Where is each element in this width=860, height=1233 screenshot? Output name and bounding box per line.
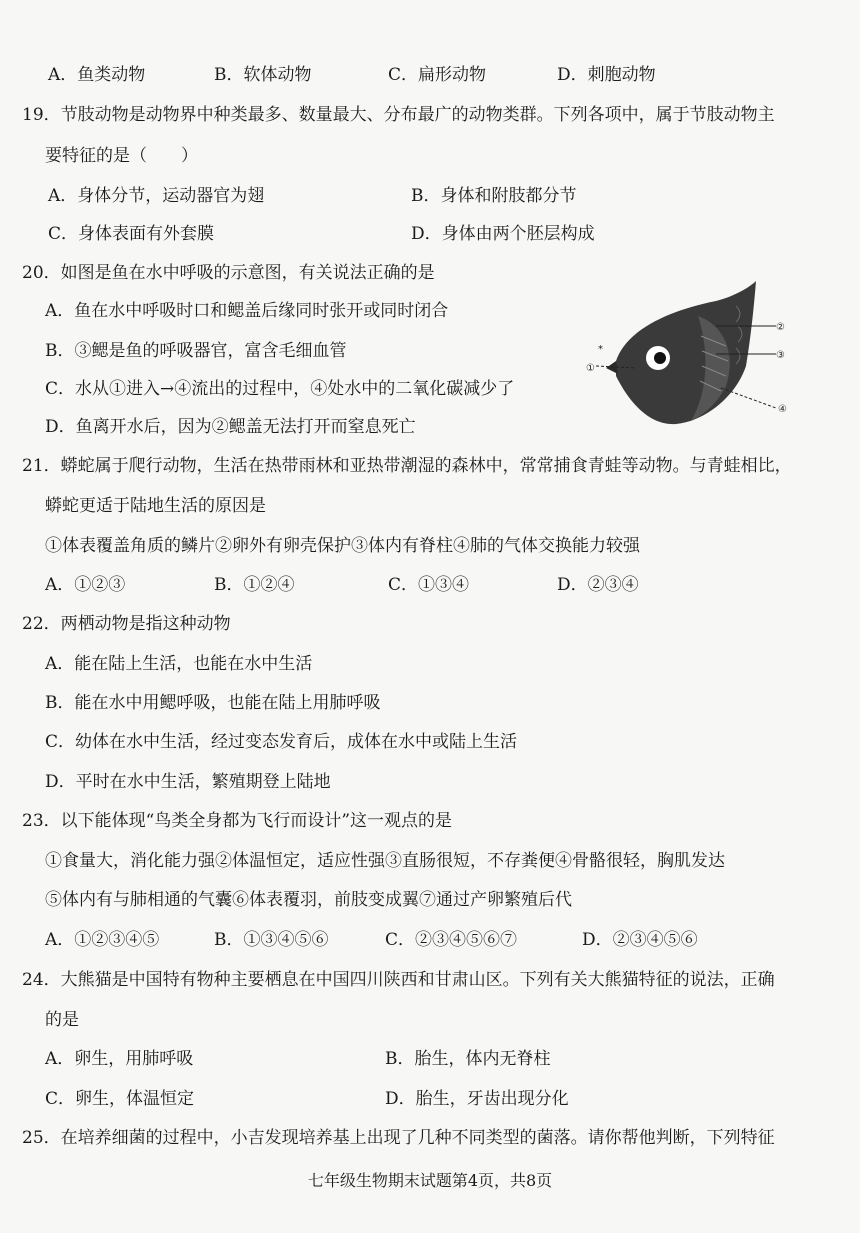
fish-body — [616, 281, 756, 424]
q21-stem-line2: 蟒蛇更适于陆地生活的原因是 — [45, 496, 266, 516]
q22-option-a: A．能在陆上生活，也能在水中生活 — [45, 654, 313, 674]
q21-stem-line1: 21．蟒蛇属于爬行动物，生活在热带雨林和亚热带潮湿的森林中，常常捕食青蛙等动物。与青蛙相比， — [22, 456, 792, 476]
q22-option-d: D．平时在水中生活，繁殖期登上陆地 — [45, 772, 331, 792]
q23-items-line1: ①食量大，消化能力强②体温恒定，适应性强③直肠很短，不存粪便④骨骼很轻，胸肌发达 — [45, 851, 725, 871]
q21-items: ①体表覆盖角质的鳞片②卵外有卵壳保护③体内有脊柱④肺的气体交换能力较强 — [45, 536, 640, 556]
q18-option-a: A．鱼类动物 — [48, 65, 146, 85]
q20-option-b: B．③鳃是鱼的呼吸器官，富含毛细血管 — [45, 341, 347, 361]
label-3: ③ — [776, 350, 785, 361]
q22-stem: 22．两栖动物是指这种动物 — [22, 614, 231, 634]
label-1: ① — [586, 363, 595, 374]
q18-option-c: C．扁形动物 — [388, 65, 487, 85]
q19-option-d: D．身体由两个胚层构成 — [411, 224, 595, 244]
q21-option-b: B．①②④ — [214, 575, 295, 595]
label-2: ② — [776, 322, 785, 333]
q24-stem-line2: 的是 — [45, 1010, 79, 1030]
q20-option-d: D．鱼离开水后，因为②鳃盖无法打开而窒息死亡 — [45, 417, 416, 437]
q21-option-d: D．②③④ — [557, 575, 639, 595]
q24-option-c: C．卵生，体温恒定 — [45, 1089, 195, 1109]
q19-stem-line1: 19．节肢动物是动物界中种类最多、数量最大、分布最广的动物类群。下列各项中，属于节肢动物主 — [22, 105, 775, 125]
q23-items-line2: ⑤体内有与肺相通的气囊⑥体表覆羽，前肢变成翼⑦通过产卵繁殖后代 — [45, 890, 572, 910]
q23-option-c: C．②③④⑤⑥⑦ — [385, 930, 518, 950]
fish-respiration-figure — [586, 276, 796, 436]
q21-option-c: C．①③④ — [388, 575, 470, 595]
page-footer: 七年级生物期末试题第4页，共8页 — [307, 1171, 553, 1190]
q25-stem-line1: 25．在培养细菌的过程中，小吉发现培养基上出现了几种不同类型的菌落。请你帮他判断，下列特征 — [22, 1128, 775, 1148]
q23-stem: 23．以下能体现“鸟类全身都为飞行而设计”这一观点的是 — [22, 811, 453, 831]
q22-option-b: B．能在水中用鳃呼吸，也能在陆上用肺呼吸 — [45, 693, 381, 713]
q23-option-d: D．②③④⑤⑥ — [582, 930, 698, 950]
q20-stem: 20．如图是鱼在水中呼吸的示意图，有关说法正确的是 — [22, 263, 435, 283]
q18-option-b: B．软体动物 — [214, 65, 312, 85]
q24-option-d: D．胎生，牙齿出现分化 — [385, 1089, 569, 1109]
label-star: * — [598, 344, 603, 355]
q23-option-a: A．①②③④⑤ — [45, 930, 160, 950]
q20-option-c: C．水从①进入→④流出的过程中，④处水中的二氧化碳减少了 — [45, 379, 515, 399]
q19-option-b: B．身体和附肢都分节 — [411, 186, 577, 206]
q24-stem-line1: 24．大熊猫是中国特有物种主要栖息在中国四川陕西和甘肃山区。下列有关大熊猫特征的说法，正确 — [22, 970, 775, 990]
q19-stem-line2: 要特征的是（ ） — [45, 146, 198, 166]
q24-option-b: B．胎生，体内无脊柱 — [385, 1049, 551, 1069]
q21-option-a: A．①②③ — [45, 575, 126, 595]
q19-option-c: C．身体表面有外套膜 — [48, 224, 215, 244]
q19-option-a: A．身体分节，运动器官为翅 — [48, 186, 265, 206]
q22-option-c: C．幼体在水中生活，经过变态发育后，成体在水中或陆上生活 — [45, 732, 518, 752]
q18-option-d: D．刺胞动物 — [557, 65, 656, 85]
q24-option-a: A．卵生，用肺呼吸 — [45, 1049, 194, 1069]
q20-option-a: A．鱼在水中呼吸时口和鳃盖后缘同时张开或同时闭合 — [45, 301, 449, 321]
label-4: ④ — [778, 404, 787, 415]
q23-option-b: B．①③④⑤⑥ — [214, 930, 329, 950]
